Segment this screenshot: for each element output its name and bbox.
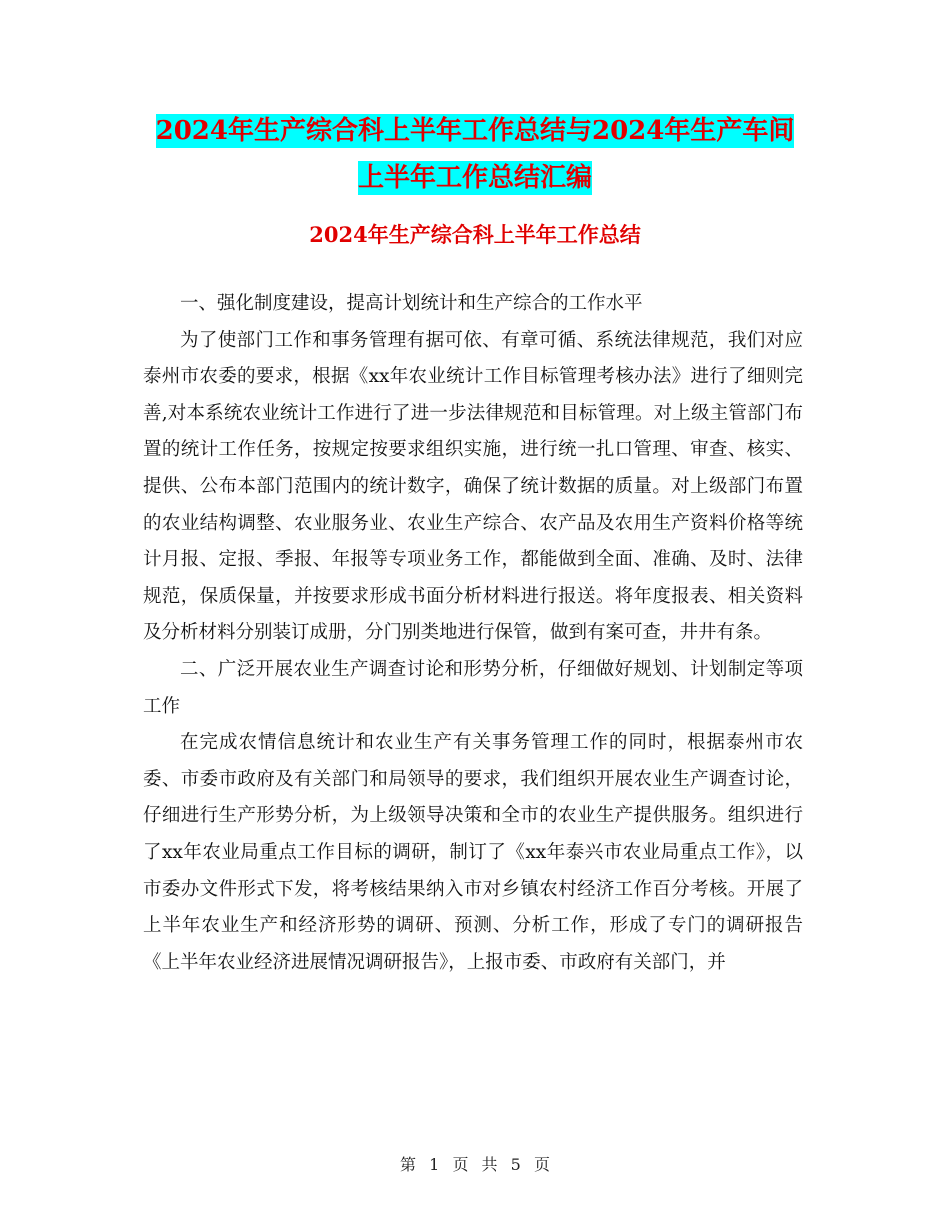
document-body xyxy=(143,286,803,981)
page-total: 5 xyxy=(510,1155,521,1174)
document-title-line2: 上半年工作总结汇编 xyxy=(357,163,592,193)
document-title xyxy=(0,108,950,202)
page-footer xyxy=(0,1155,950,1175)
document-title-line1: 2024年生产综合科上半年工作总结与2024年生产车间 xyxy=(155,116,795,146)
section-heading-1: 一、强化制度建设，提高计划统计和生产综合的工作水平 xyxy=(180,293,643,314)
page-mid: 页 xyxy=(452,1155,469,1174)
paragraph-2: 在完成农情信息统计和农业生产有关事务管理工作的同时，根据泰州市农委、市委市政府及有关部门和局领导的要求，我们组织开展农业生产调查讨论，仔细进行生产形势分析，为上级领导决策和全市的农业生产提供服务。组织进行了xx年农业局重点工作目标的调研，制订了《xx年泰兴市农业局重点工作》，以市委办文件形式下发，将考核结果纳入市对乡镇农村经济工作百分考核。开展了上半年农业生产和经济形势的调研、预测、分析工作，形成了专门的调研报告《上半年农业经济进展情况调研报告》，上报市委、市政府有关部门，并 xyxy=(143,732,803,973)
page-suffix: 页 xyxy=(533,1155,550,1174)
section-title: 2024年生产综合科上半年工作总结 xyxy=(309,222,641,247)
section-heading-2: 二、广泛开展农业生产调查讨论和形势分析，仔细做好规划、计划制定等项工作 xyxy=(143,658,803,717)
paragraph-1: 为了使部门工作和事务管理有据可依、有章可循、系统法律规范，我们对应泰州市农委的要求，根据《xx年农业统计工作目标管理考核办法》进行了细则完善,对本系统农业统计工作进行了进一步法律规范和目标管理。对上级主管部门布置的统计工作任务，按规定按要求组织实施，进行统一扎口管理、审查、核实、提供、公布本部门范围内的统计数字，确保了统计数据的质量。对上级部门布置的农业结构调整、农业服务业、农业生产综合、农产品及农用生产资料价格等统计月报、定报、季报、年报等专项业务工作，都能做到全面、准确、及时、法律规范，保质保量，并按要求形成书面分析材料进行报送。将年度报表、相关资料及分析材料分别装订成册，分门别类地进行保管，做到有案可查，井井有条。 xyxy=(143,329,803,644)
page-number: 1 xyxy=(429,1155,440,1174)
page-prefix: 第 xyxy=(400,1155,417,1174)
page-total-prefix: 共 xyxy=(481,1155,498,1174)
